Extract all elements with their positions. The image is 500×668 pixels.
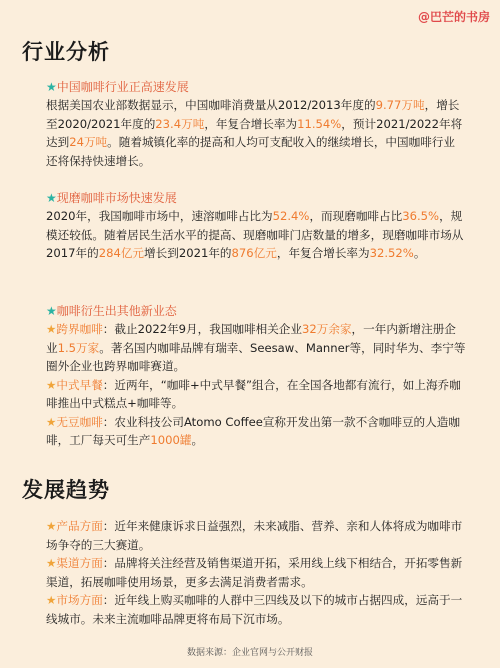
trend-title: 发展趋势: [22, 478, 110, 502]
item-label: 产品方面: [56, 519, 103, 533]
section-new-formats: [46, 302, 466, 450]
star-icon: ★: [46, 377, 57, 392]
highlight-value: 32.52%: [369, 246, 414, 260]
highlight-value: 9.77万吨: [375, 98, 425, 112]
item-market: ★市场方面：近年线上购买咖啡的人群中三四线及以下的城市占据四成，远高于一线城市。未来主流咖啡品牌更将布局下沉市场。: [46, 593, 463, 626]
paragraph-fresh-coffee: 2020年，我国咖啡市场中，速溶咖啡占比为52.4%，而现磨咖啡占比36.5%，规模还较低。随着居民生活水平的提高、现磨咖啡门店数量的增多，现磨咖啡市场从2017年的284亿元增长到2021年的876亿元，年复合增长率为32.52%。: [46, 209, 464, 260]
section-trends: [46, 517, 466, 628]
star-icon: ★: [46, 519, 57, 533]
highlight-value: 11.54%: [297, 116, 342, 131]
item-label: 中式早餐: [56, 377, 103, 392]
highlight-value: 52.4%: [272, 209, 310, 223]
item-crossover-coffee: ★跨界咖啡：截止2022年9月，我国咖啡相关企业32万余家，一年内新增注册企业1.5万家。著名国内咖啡品牌有瑞幸、Seesaw、Manner等，同时华为、李宁等圈外企业也跨界咖啡赛道。: [46, 322, 466, 373]
star-icon: ★: [46, 593, 57, 607]
highlight-value: 1000罐: [150, 433, 192, 447]
brand-watermark: @巴芒的书房: [417, 10, 490, 24]
item-product: ★产品方面：近年来健康诉求日益强烈，未来减脂、营养、亲和人体将成为咖啡市场争夺的三大赛道。: [46, 519, 463, 552]
highlight-value: 876亿元: [231, 246, 277, 260]
item-chinese-breakfast: ★中式早餐：近两年，“咖啡+中式早餐”组合，在全国各地都有流行，如上海乔咖啡推出中式糕点+咖啡等。: [46, 377, 461, 410]
item-label: 市场方面: [56, 593, 103, 607]
data-source-note: 数据来源：企业官网与公开财报: [186, 648, 313, 658]
star-icon: ★: [46, 414, 57, 429]
item-beanless-coffee: ★无豆咖啡：农业科技公司Atomo Coffee宣称开发出第一款不含咖啡豆的人造咖啡，工厂每天可生产1000罐。: [46, 414, 460, 447]
highlight-value: 32万余家: [302, 322, 352, 336]
paragraph-coffee-growth: 根据美国农业部数据显示，中国咖啡消费量从2012/2013年度的9.77万吨，增长至2020/2021年度的23.4万吨，年复合增长率为11.54%，预计2021/2022年将达到24万吨。随着城镇化率的提高和人均可支配收入的继续增长，中国咖啡行业还将保持快速增长。: [46, 98, 463, 168]
item-label: 跨界咖啡: [56, 322, 103, 336]
highlight-value: 24万吨: [69, 135, 108, 149]
item-channel: ★渠道方面：品牌将关注经营及销售渠道开拓，采用线上线下相结合，开拓零售新渠道，拓展咖啡使用场景，更多去满足消费者需求。: [46, 556, 463, 589]
star-icon: ★: [46, 556, 57, 570]
item-label: 渠道方面: [56, 556, 103, 570]
highlight-value: 1.5万家: [57, 340, 100, 355]
industry-title: 行业分析: [22, 40, 110, 64]
subheading-fresh-coffee: ★现磨咖啡市场快速发展: [46, 191, 177, 205]
highlight-value: 36.5%: [402, 209, 440, 223]
item-label: 无豆咖啡: [56, 414, 103, 429]
section-fresh-coffee: [46, 189, 466, 263]
star-icon: ★: [46, 304, 57, 318]
subheading-new-formats: ★咖啡衍生出其他新业态: [46, 304, 177, 318]
star-icon: ★: [46, 322, 57, 336]
section-coffee-growth: [46, 78, 466, 170]
star-icon: ★: [46, 191, 57, 205]
highlight-value: 23.4万吨: [155, 116, 205, 131]
subheading-coffee-growth: ★中国咖啡行业正高速发展: [46, 80, 189, 94]
highlight-value: 284亿元: [98, 246, 145, 260]
star-icon: ★: [46, 80, 57, 94]
